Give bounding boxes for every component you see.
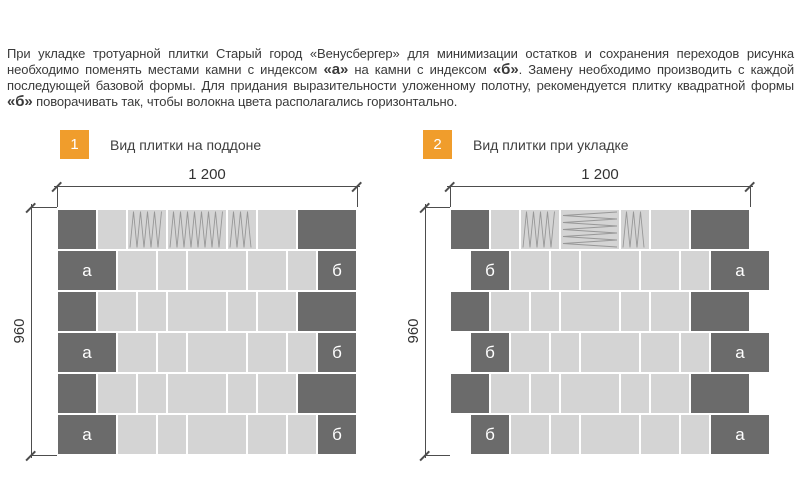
tile-light xyxy=(288,333,316,372)
tile-dark xyxy=(691,210,749,249)
tile-light xyxy=(561,374,619,413)
tile-hatch-horizontal xyxy=(561,210,619,249)
tile-dark xyxy=(691,374,749,413)
tile-dark xyxy=(58,415,116,454)
tile-light xyxy=(681,415,709,454)
tile-hatch-vertical xyxy=(621,210,649,249)
dimension-extension xyxy=(425,207,450,208)
fiber-hatch-vertical-icon xyxy=(521,210,559,249)
tile-dark xyxy=(471,251,509,290)
tile-light xyxy=(551,333,579,372)
tile-light xyxy=(581,333,639,372)
tile-index-label: б xyxy=(332,261,342,280)
dimension-line-width xyxy=(447,186,753,187)
tile-dark xyxy=(318,251,356,290)
diagram-laying-view xyxy=(399,165,789,470)
dimension-extension xyxy=(357,186,358,207)
tile-dark xyxy=(58,374,96,413)
dimension-extension xyxy=(750,186,751,207)
tile-hatch-vertical xyxy=(168,210,226,249)
tile-hatch-vertical xyxy=(521,210,559,249)
tile-light xyxy=(188,333,246,372)
tile-dark xyxy=(471,415,509,454)
tile-light xyxy=(651,210,689,249)
tile-dark xyxy=(318,333,356,372)
tile-light xyxy=(248,333,286,372)
tile-dark xyxy=(58,292,96,331)
tile-light xyxy=(118,333,156,372)
tile-light xyxy=(531,292,559,331)
tile-light xyxy=(621,292,649,331)
tile-hatch-vertical xyxy=(228,210,256,249)
dimension-width-label: 1 200 xyxy=(188,166,226,183)
fiber-hatch-vertical-icon xyxy=(168,210,226,249)
tile-light xyxy=(491,292,529,331)
dimension-extension xyxy=(57,186,58,207)
tile-light xyxy=(118,415,156,454)
tile-index-label: б xyxy=(332,343,342,362)
tile-light xyxy=(228,374,256,413)
section-1-header xyxy=(60,130,261,159)
tile-light xyxy=(551,415,579,454)
tile-index-label: а xyxy=(735,261,745,280)
intro-text: При укладке тротуарной плитки Старый город «Венусбергер» для минимизации остатков и сохранения переходов рисунка необходимо поменять местами камни с индексом xyxy=(7,46,794,77)
tile-light xyxy=(641,251,679,290)
intro-text: . Замену необходимо производить с каждой последующей базовой формы. Для придания выразительности уложенному полотну, рекомендуется плитку квадратной формы xyxy=(7,62,794,93)
tile-index-label: б xyxy=(485,343,495,362)
tile-light xyxy=(491,210,519,249)
tile-dark xyxy=(298,210,356,249)
dimension-width-label: 1 200 xyxy=(581,166,619,183)
tile-hatch-vertical xyxy=(128,210,166,249)
index-a-bold: «а» xyxy=(323,61,349,78)
dimension-extension xyxy=(31,455,57,456)
tile-light xyxy=(531,374,559,413)
tile-light xyxy=(118,251,156,290)
tile-dark xyxy=(711,251,769,290)
tile-light xyxy=(138,374,166,413)
section-2-header xyxy=(423,130,629,159)
tile-light xyxy=(551,251,579,290)
tile-index-label: б xyxy=(332,425,342,444)
tile-dark xyxy=(711,415,769,454)
tile-light xyxy=(511,251,549,290)
diagram-pallet-view xyxy=(5,165,375,470)
tile-dark xyxy=(298,292,356,331)
tile-light xyxy=(581,251,639,290)
tile-light xyxy=(228,292,256,331)
tile-dark xyxy=(451,374,489,413)
dimension-height-label: 960 xyxy=(11,318,28,344)
tile-dark xyxy=(318,415,356,454)
tile-light xyxy=(158,415,186,454)
intro-text: поворачивать так, чтобы волокна цвета располагались горизонтально. xyxy=(32,94,458,109)
tile-light xyxy=(651,292,689,331)
tile-light xyxy=(641,415,679,454)
fiber-hatch-vertical-icon xyxy=(128,210,166,249)
tile-dark xyxy=(451,292,489,331)
dimension-height-label: 960 xyxy=(405,318,422,344)
fiber-hatch-vertical-icon xyxy=(228,210,256,249)
tile-dark xyxy=(298,374,356,413)
dimension-line-height xyxy=(31,204,32,458)
fiber-hatch-vertical-icon xyxy=(621,210,649,249)
dimension-extension xyxy=(31,207,57,208)
tile-light xyxy=(511,415,549,454)
tile-light xyxy=(651,374,689,413)
tile-index-label: а xyxy=(82,425,92,444)
tile-light xyxy=(621,374,649,413)
tile-light xyxy=(98,210,126,249)
tile-dark xyxy=(58,210,96,249)
tile-light xyxy=(158,251,186,290)
fiber-hatch-horizontal-icon xyxy=(561,210,619,249)
tile-light xyxy=(491,374,529,413)
tile-index-label: а xyxy=(82,343,92,362)
tile-light xyxy=(511,333,549,372)
tile-light xyxy=(258,374,296,413)
section-1-title: Вид плитки на поддоне xyxy=(110,136,262,153)
index-b-bold: «б» xyxy=(7,93,33,110)
tile-index-label: а xyxy=(735,425,745,444)
tile-light xyxy=(98,292,136,331)
tile-dark xyxy=(451,210,489,249)
tile-light xyxy=(288,251,316,290)
tile-light xyxy=(248,251,286,290)
section-2-badge: 2 xyxy=(423,130,452,159)
tile-light xyxy=(188,251,246,290)
tile-dark xyxy=(58,333,116,372)
tile-dark xyxy=(711,333,769,372)
tile-light xyxy=(641,333,679,372)
dimension-extension xyxy=(450,186,451,207)
tile-light xyxy=(258,210,296,249)
tile-dark xyxy=(58,251,116,290)
dimension-line-height xyxy=(425,204,426,458)
tile-light xyxy=(581,415,639,454)
tile-light xyxy=(158,333,186,372)
tile-index-label: а xyxy=(735,343,745,362)
tile-light xyxy=(168,374,226,413)
tile-light xyxy=(248,415,286,454)
tile-index-label: б xyxy=(485,425,495,444)
tile-light xyxy=(188,415,246,454)
tile-index-label: а xyxy=(82,261,92,280)
tile-index-label: б xyxy=(485,261,495,280)
intro-text: на камни с индексом xyxy=(348,62,493,77)
tile-light xyxy=(681,251,709,290)
tile-light xyxy=(138,292,166,331)
tile-light xyxy=(98,374,136,413)
tile-dark xyxy=(471,333,509,372)
tile-dark xyxy=(691,292,749,331)
dimension-extension xyxy=(425,455,450,456)
tile-light xyxy=(258,292,296,331)
tile-light xyxy=(561,292,619,331)
tile-light xyxy=(168,292,226,331)
tile-light xyxy=(681,333,709,372)
intro-paragraph xyxy=(7,46,794,110)
section-1-badge: 1 xyxy=(60,130,89,159)
dimension-line-width xyxy=(54,186,360,187)
tile-light xyxy=(288,415,316,454)
section-2-title: Вид плитки при укладке xyxy=(473,136,629,153)
index-b-bold: «б» xyxy=(492,61,519,78)
